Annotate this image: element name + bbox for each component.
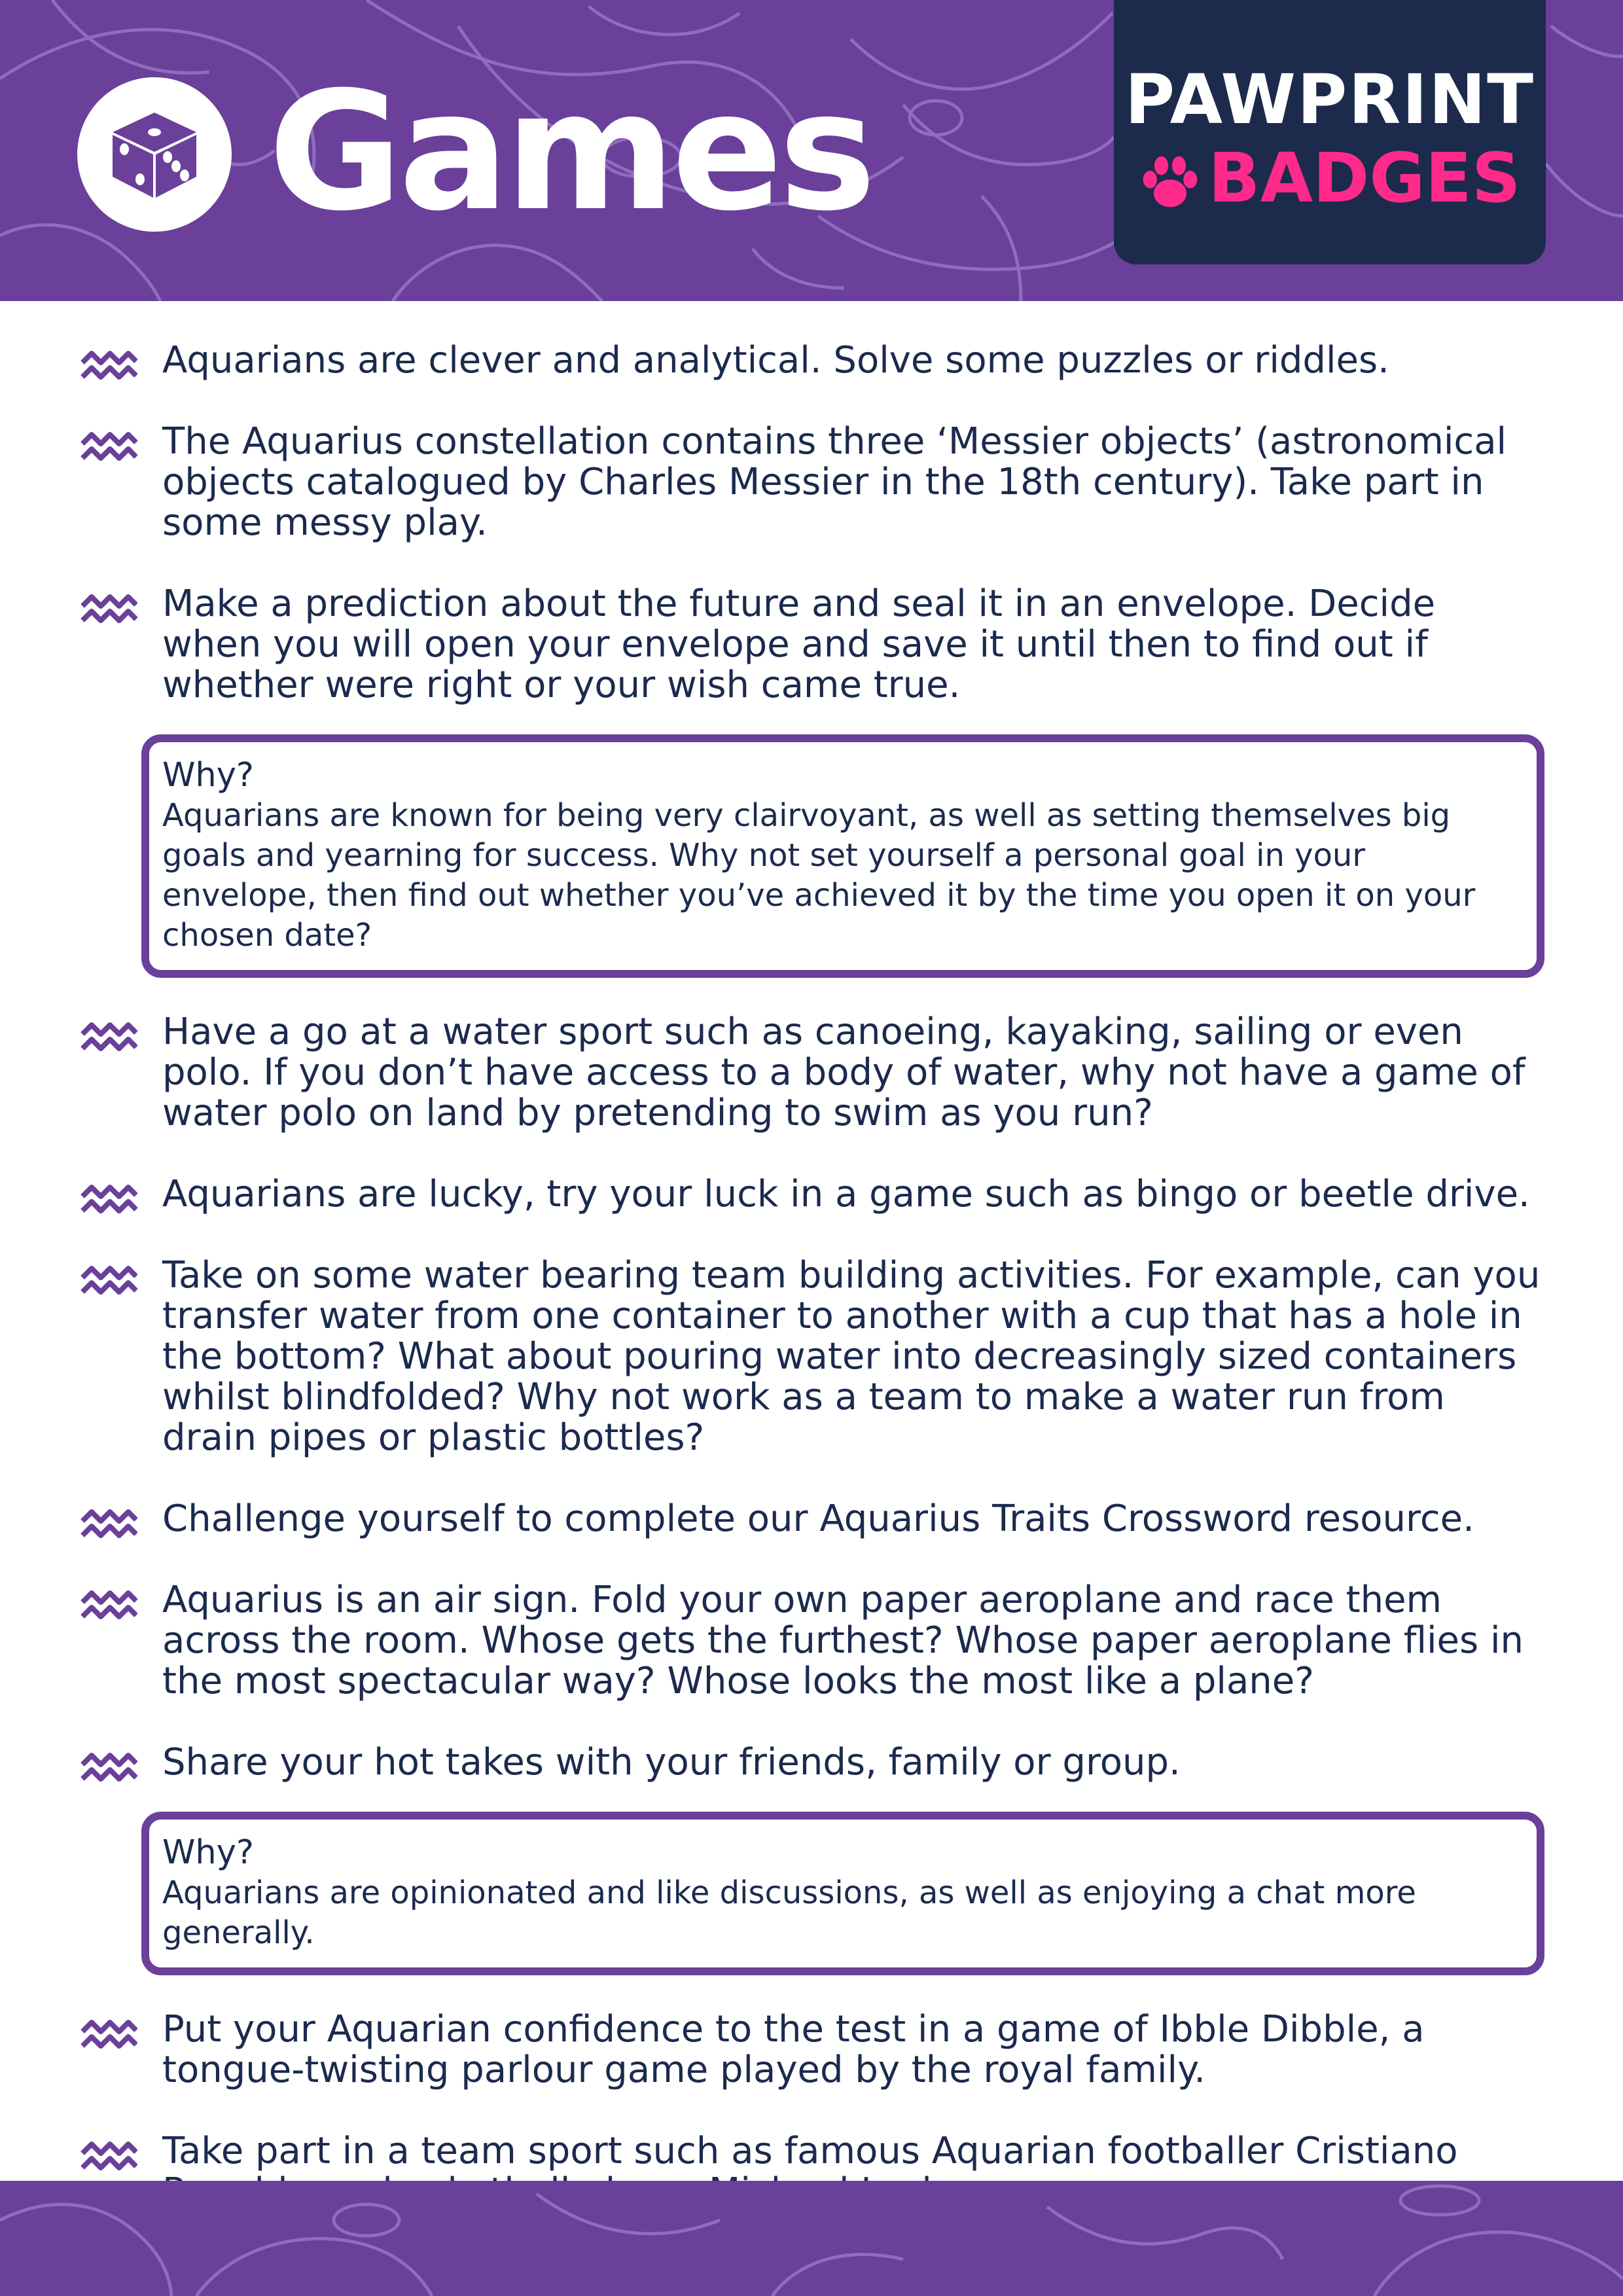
item-text: Challenge yourself to complete our Aquarius Traits Crossword resource.	[162, 1498, 1474, 1540]
logo-badges-text: BADGES	[1208, 138, 1521, 218]
aquarius-wave-icon	[80, 2018, 137, 2050]
aquarius-wave-icon	[80, 1751, 137, 1783]
aquarius-wave-icon	[80, 1021, 137, 1052]
activity-list	[0, 340, 1623, 2253]
item-text: Take part in a team sport such as famous Aquarian footballer Cristiano	[162, 2130, 1458, 2172]
list-item	[77, 2009, 1543, 2090]
list-item	[77, 584, 1543, 706]
item-text: Have a go at a water sport such as canoeing, kayaking, sailing or even polo. If you don’t have access to a body of water, why not have a game of water polo on land by pretending to swim as you run?	[162, 1011, 1525, 1134]
dice-badge	[77, 77, 232, 232]
aquarius-wave-icon	[80, 1265, 137, 1296]
logo-line-2	[1114, 139, 1546, 217]
list-item	[77, 1012, 1543, 1134]
list-item	[77, 422, 1543, 543]
item-text: Aquarius is an air sign. Fold your own paper aeroplane and race them across the room. Whose gets the furthest? Whose paper aeroplane flies in the most spectacular way? Whose looks the most like a plane?	[162, 1579, 1524, 1702]
why-text: Aquarians are opinionated and like discussions, as well as enjoying a chat more generally.	[162, 1874, 1416, 1951]
item-text: Share your hot takes with your friends, family or group.	[162, 1741, 1181, 1784]
why-box	[141, 1812, 1544, 1975]
aquarius-wave-icon	[80, 1589, 137, 1621]
list-item	[77, 1255, 1543, 1458]
why-label: Why?	[162, 756, 255, 795]
footer-band	[0, 2181, 1623, 2296]
why-label: Why?	[162, 1833, 255, 1872]
item-text: Aquarians are lucky, try your luck in a game such as bingo or beetle drive.	[162, 1173, 1530, 1215]
item-text: Make a prediction about the future and seal it in an envelope. Decide when you will open your envelope and save it until then to find out if whether were right or your wish came true.	[162, 583, 1436, 706]
aquarius-wave-icon	[80, 593, 137, 624]
page-title: Games	[268, 56, 872, 247]
why-text: Aquarians are known for being very clairvoyant, as well as setting themselves big goals and yearning for success. Why not set yourself a personal goal in your envelope, then find out whether you’ve achieved it by the time you open it on your chosen date?	[162, 797, 1476, 954]
list-item	[77, 1499, 1543, 1539]
list-item	[77, 1580, 1543, 1702]
list-item	[77, 340, 1543, 381]
why-box	[141, 734, 1544, 978]
logo-line-1: PAWPRINT	[1124, 60, 1535, 139]
item-text: Take on some water bearing team building activities. For example, can you transfer water from one container to another with a cup that has a hole in the bottom? What about pouring water into decreasingly sized containers whilst blindfolded? Why not work as a team to make a water run from drain pipes or plastic bottles?	[162, 1254, 1541, 1459]
list-item	[77, 1742, 1543, 1783]
aquarius-wave-icon	[80, 431, 137, 462]
aquarius-wave-icon	[80, 2140, 137, 2172]
paw-icon	[1139, 152, 1202, 215]
header-band	[0, 0, 1623, 301]
dice-icon	[109, 109, 200, 200]
aquarius-wave-icon	[80, 1508, 137, 1539]
aquarius-wave-icon	[80, 1183, 137, 1215]
decorative-line-art	[0, 2181, 1623, 2296]
item-text: The Aquarius constellation contains three ‘Messier objects’ (astronomical objects catalogued by Charles Messier in the 18th century). Take part in some messy play.	[162, 420, 1507, 544]
aquarius-wave-icon	[80, 350, 137, 381]
item-text: Aquarians are clever and analytical. Solve some puzzles or riddles.	[162, 339, 1389, 382]
pawprint-badges-logo	[1114, 0, 1546, 264]
item-text: Put your Aquarian confidence to the test in a game of Ibble Dibble, a tongue-twisting parlour game played by the royal family.	[162, 2008, 1425, 2091]
list-item	[77, 1174, 1543, 1215]
